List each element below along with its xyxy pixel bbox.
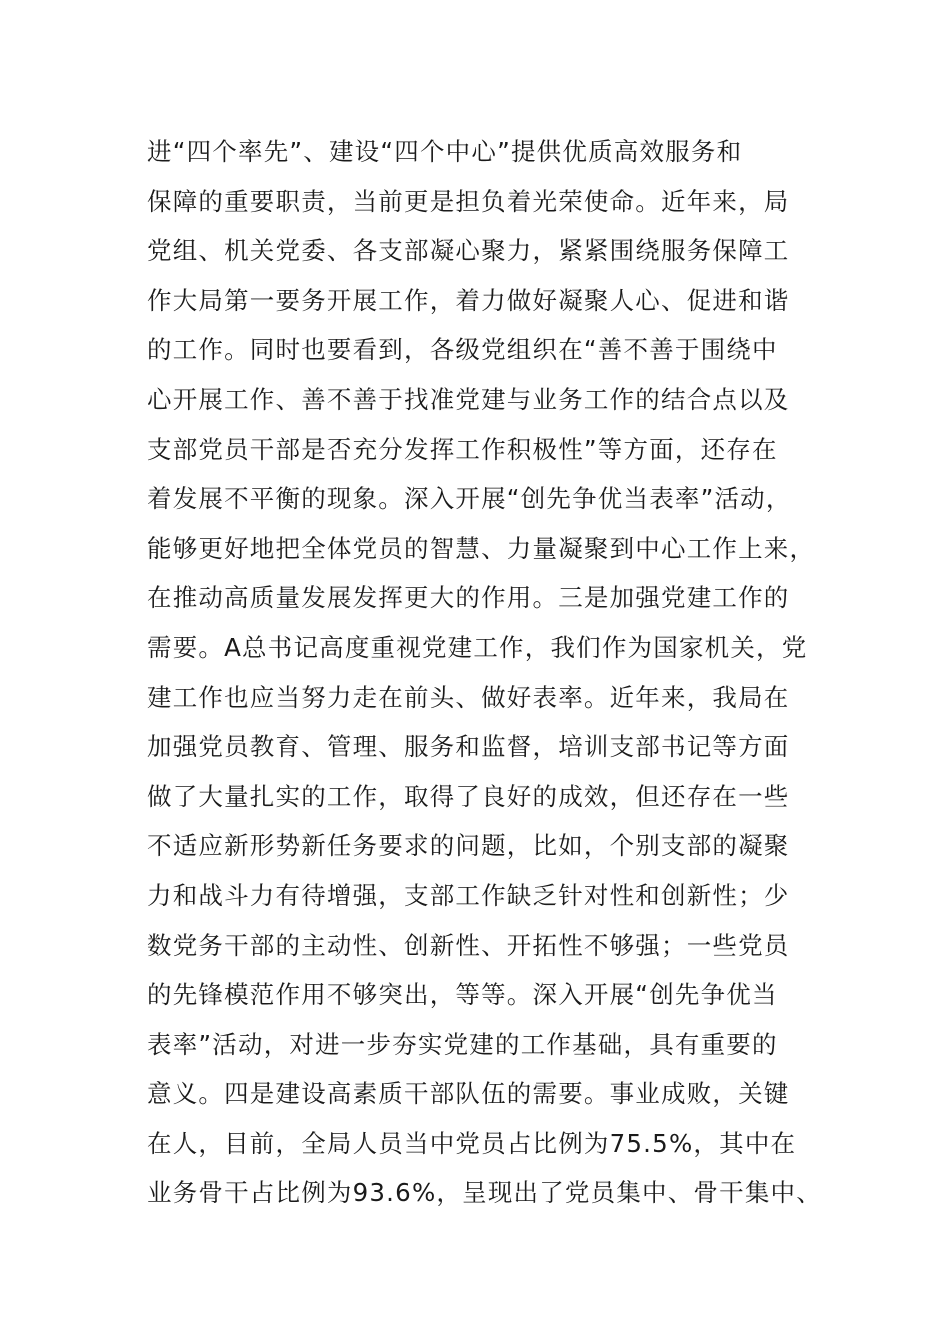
text-line: 着发展不平衡的现象。深入开展“创先争优当表率”活动， bbox=[147, 484, 792, 514]
text-line: 意义。四是建设高素质干部队伍的需要。事业成败，关键 bbox=[147, 1079, 790, 1109]
text-line: 业务骨干占比例为93.6%，呈现出了党员集中、骨干集中、 bbox=[147, 1178, 822, 1208]
text-line: 作大局第一要务开展工作，着力做好凝聚人心、促进和谐 bbox=[147, 285, 790, 315]
text-line: 建工作也应当努力走在前头、做好表率。近年来，我局在 bbox=[147, 682, 790, 712]
body-text bbox=[147, 127, 822, 1218]
text-line: 的工作。同时也要看到，各级党组织在“善不善于围绕中 bbox=[147, 335, 778, 365]
text-line: 的先锋模范作用不够突出，等等。深入开展“创先争优当 bbox=[147, 980, 778, 1010]
text-line: 党组、机关党委、各支部凝心聚力，紧紧围绕服务保障工 bbox=[147, 236, 790, 266]
text-line: 表率”活动，对进一步夯实党建的工作基础，具有重要的 bbox=[147, 1029, 778, 1059]
text-line: 力和战斗力有待增强，支部工作缺乏针对性和创新性；少 bbox=[147, 880, 790, 910]
text-line: 在推动高质量发展发挥更大的作用。三是加强党建工作的 bbox=[147, 583, 790, 613]
text-line: 需要。A总书记高度重视党建工作，我们作为国家机关，党 bbox=[147, 632, 808, 662]
text-line: 保障的重要职责，当前更是担负着光荣使命。近年来，局 bbox=[147, 186, 790, 216]
text-line: 加强党员教育、管理、服务和监督，培训支部书记等方面 bbox=[147, 732, 790, 762]
text-line: 能够更好地把全体党员的智慧、力量凝聚到中心工作上来， bbox=[147, 533, 816, 563]
text-line: 不适应新形势新任务要求的问题，比如，个别支部的凝聚 bbox=[147, 831, 790, 861]
text-line: 进“四个率先”、建设“四个中心”提供优质高效服务和 bbox=[147, 137, 743, 166]
text-line: 做了大量扎实的工作，取得了良好的成效，但还存在一些 bbox=[147, 781, 790, 811]
text-line: 数党务干部的主动性、创新性、开拓性不够强；一些党员 bbox=[147, 930, 790, 960]
text-line: 支部党员干部是否充分发挥工作积极性”等方面，还存在 bbox=[147, 434, 778, 464]
text-line: 在人，目前，全局人员当中党员占比例为75.5%，其中在 bbox=[147, 1128, 797, 1158]
text-line: 心开展工作、善不善于找准党建与业务工作的结合点以及 bbox=[147, 384, 790, 414]
